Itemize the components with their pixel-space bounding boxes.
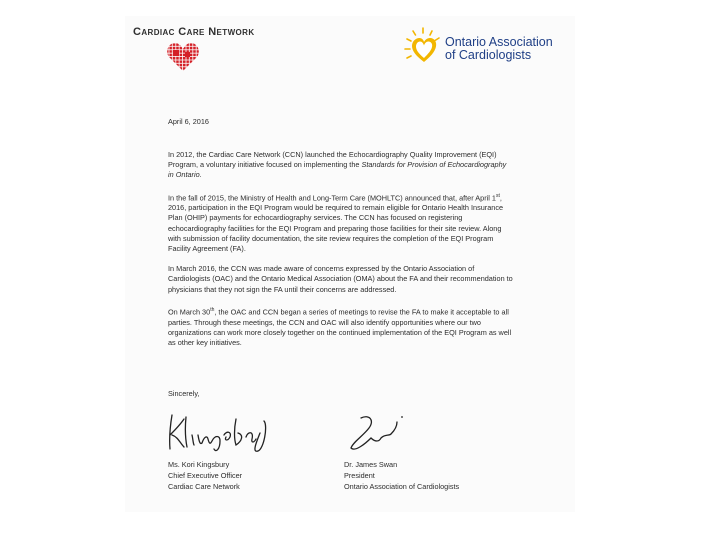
paragraph-3: In March 2016, the CCN was made aware of concerns expressed by the Ontario Association of Cardiologists (OAC) and the Ontario Medical Association (OMA) about the FA and their recommendation to physicians that they not sign the FA until their concerns are addressed. xyxy=(168,264,513,294)
p1-text: In 2012, the Cardiac Care Network (CCN) launched the Echocardiography Quality Improvement (EQI) Program, a voluntary initiative focused on implementing the xyxy=(168,150,497,170)
p2-end: , 2016, participation in the EQI Program would be required to remain eligible for Ontario Health Insurance Plan (OHIP) payments for echocardiography services. The CCN has focused on registering echocardiography facilities for the EQI Program and preparing those facilities for their site review. Along with submission of facility documentation, the site review requires the completion of the EQI Program Facility Agreement (FA). xyxy=(168,193,504,253)
signature-kingsbury xyxy=(160,405,270,455)
signatory-org: Cardiac Care Network xyxy=(168,482,240,491)
p1-italic: Standards for Provision of Echocardiography in Ontario xyxy=(168,160,507,180)
signatory-name: Ms. Kori Kingsbury xyxy=(168,460,230,469)
letter-body xyxy=(168,117,513,358)
signatory-block-kingsbury xyxy=(168,459,242,492)
signatory-name: Dr. James Swan xyxy=(344,460,398,469)
signatory-title: Chief Executive Officer xyxy=(168,471,243,480)
paragraph-4 xyxy=(168,305,513,348)
p4-end: , the OAC and CCN began a series of meetings to revise the FA to make it acceptable to all parties. Through these meetings, the CCN and OAC will also identify opportunities where our two organizations can work more closely together on the continued implementation of the EQI Program as well as other key initiatives. xyxy=(168,307,512,347)
closing: Sincerely, xyxy=(168,389,200,398)
p2-text: In the fall of 2015, the Ministry of Health and Long-Term Care (MOHLTC) announced that, after April 1 xyxy=(168,193,496,203)
paragraph-2 xyxy=(168,191,513,254)
signatory-title: President xyxy=(344,471,375,480)
oac-name-line2: of Cardiologists xyxy=(445,48,532,62)
signatory-block-swan xyxy=(344,459,459,492)
p2-sup: st xyxy=(495,192,500,199)
letter-date: April 6, 2016 xyxy=(168,117,209,126)
signatory-org: Ontario Association of Cardiologists xyxy=(344,482,460,491)
oac-name xyxy=(445,36,553,62)
p1-end: . xyxy=(199,170,202,180)
p4-sup: th xyxy=(210,307,215,314)
oac-name-line1: Ontario Association xyxy=(445,35,553,49)
paragraph-1 xyxy=(168,150,513,180)
ccn-title: Cardiac Care Network xyxy=(133,26,255,38)
p4-text: On March 30 xyxy=(168,307,211,317)
oac-heart-sun-logo xyxy=(403,25,447,69)
ccn-heart-logo xyxy=(166,40,200,74)
signature-swan xyxy=(345,408,415,456)
